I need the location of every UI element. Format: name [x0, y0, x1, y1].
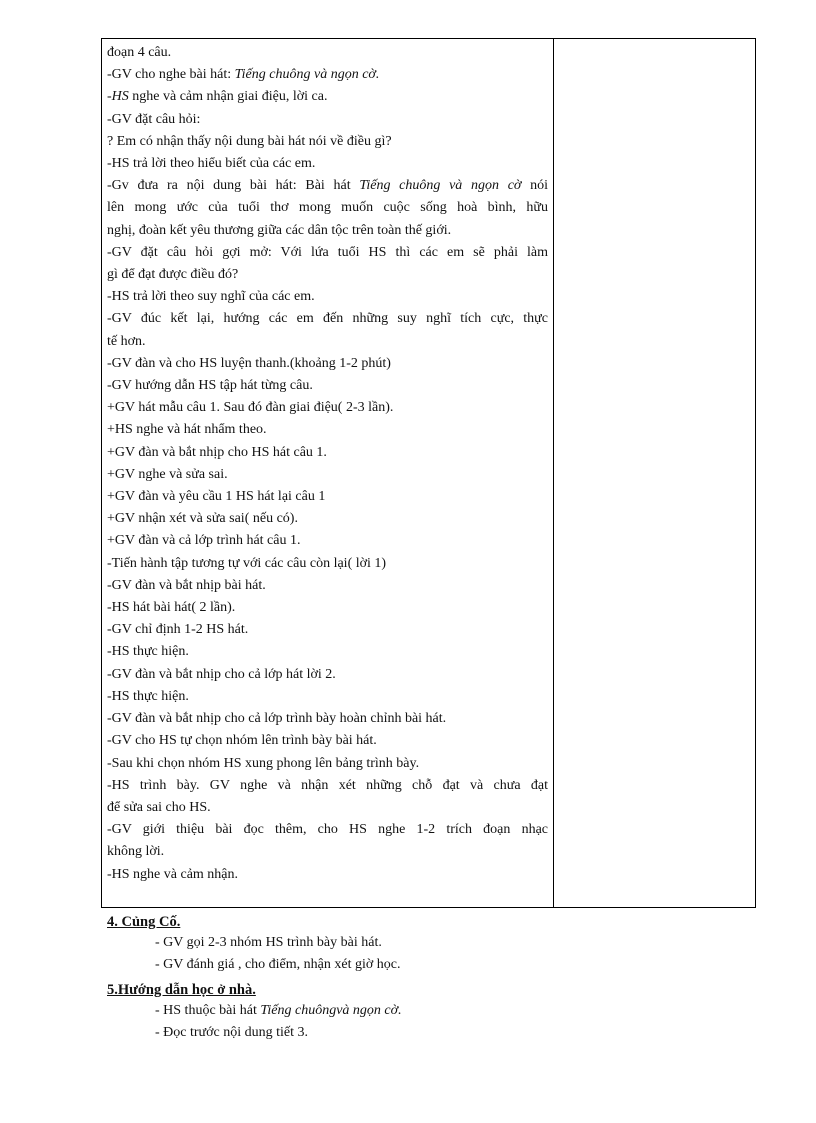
activity-line: -HS thực hiện. [107, 644, 189, 660]
activity-line: -HS trình bày. GV nghe và nhận xét những chỗ đạt và chưa đạt [107, 777, 548, 793]
activity-line: -HS nghe và cảm nhận. [107, 866, 239, 882]
italic-song-title: Tiếng chuông và ngọn cờ. [234, 67, 380, 83]
activity-line: để sửa sai cho HS. [107, 799, 211, 815]
activity-line: -GV hướng dẫn HS tập hát từng câu. [107, 378, 313, 394]
activity-line: +GV đàn và yêu cầu 1 HS hát lại câu 1 [107, 489, 326, 505]
activity-line [107, 175, 548, 197]
activity-line: -GV đàn và bắt nhịp cho cả lớp hát lời 2. [107, 666, 336, 682]
teacher-student-activities [107, 42, 548, 886]
activity-line: -GV đàn và cho HS luyện thanh.(khoảng 1-2 phút) [107, 355, 391, 371]
activity-line: +GV hát mẫu câu 1. Sau đó đàn giai điệu( 2-3 lần). [107, 400, 394, 416]
italic-song-title: Tiếng chuôngvà ngọn cờ. [260, 1003, 402, 1018]
activity-line: -GV cho HS tự chọn nhóm lên trình bày bài hát. [107, 733, 377, 749]
activity-line: không lời. [107, 844, 165, 860]
section-item [107, 1000, 727, 1022]
activity-line [107, 86, 548, 108]
activity-line: -HS hát bài hát( 2 lần). [107, 600, 236, 616]
section-spacer [107, 1044, 727, 1048]
text-run: - GV đánh giá , cho điểm, nhận xét giờ học. [155, 957, 401, 972]
table-column-divider [553, 39, 554, 907]
section-item [107, 1022, 727, 1044]
activity-line: -Sau khi chọn nhóm HS xung phong lên bảng trình bày. [107, 755, 420, 771]
italic-song-title: Tiếng chuông và ngọn cờ [359, 178, 522, 194]
text-run: -Gv đưa ra nội dung bài hát: Bài hát [107, 178, 360, 194]
text-run: nghe và cảm nhận giai điệu, lời ca. [128, 89, 328, 105]
activity-line: -GV đặt câu hỏi: [107, 111, 201, 127]
activity-line: +HS nghe và hát nhẩm theo. [107, 422, 267, 438]
activity-line: +GV nghe và sửa sai. [107, 466, 228, 482]
lesson-closing-sections [107, 912, 727, 1048]
section-heading: 4. Củng Cố. [107, 914, 181, 930]
activity-line: -GV chỉ định 1-2 HS hát. [107, 622, 249, 638]
activity-line: nghị, đoàn kết yêu thương giữa các dân tộc trên toàn thế giới. [107, 222, 452, 238]
activity-line: -GV đặt câu hỏi gợi mở: Với lứa tuổi HS thì các em sẽ phải làm [107, 244, 548, 260]
activity-line: +GV nhận xét và sửa sai( nếu có). [107, 511, 298, 527]
text-run: -GV cho nghe bài hát: [107, 67, 235, 83]
text-run: - GV gọi 2-3 nhóm HS trình bày bài hát. [155, 935, 382, 950]
italic-song-title: -HS [107, 89, 129, 105]
activity-line: -GV đúc kết lại, hướng các em đến những suy nghĩ tích cực, thực [107, 311, 548, 327]
activity-line: -GV đàn và bắt nhịp bài hát. [107, 577, 266, 593]
activity-line: -GV đàn và bắt nhịp cho cả lớp trình bày hoàn chỉnh bài hát. [107, 711, 447, 727]
activity-line: gì để đạt được điều đó? [107, 267, 239, 283]
activity-line: -HS thực hiện. [107, 688, 189, 704]
text-run: - Đọc trước nội dung tiết 3. [155, 1025, 309, 1040]
activity-line: -GV giới thiệu bài đọc thêm, cho HS nghe 1-2 trích đoạn nhạc [107, 822, 548, 838]
activity-line: lên mong ước của tuổi thơ mong muốn cuộc sống hoà bình, hữu [107, 200, 548, 216]
activity-line [107, 64, 548, 86]
activity-line: tế hơn. [107, 333, 146, 349]
activity-line: -HS trả lời theo suy nghĩ của các em. [107, 289, 315, 305]
section-item [107, 932, 727, 954]
text-run: nói [521, 178, 549, 194]
section-heading: 5.Hướng dẫn học ở nhà. [107, 982, 256, 998]
activity-line: -Tiến hành tập tương tự với các câu còn lại( lời 1) [107, 555, 387, 571]
text-run: - HS thuộc bài hát [155, 1003, 261, 1018]
activity-line: +GV đàn và cả lớp trình hát câu 1. [107, 533, 301, 549]
section-item [107, 954, 727, 976]
activity-line: +GV đàn và bắt nhịp cho HS hát câu 1. [107, 444, 327, 460]
activity-line: ? Em có nhận thấy nội dung bài hát nói về điều gì? [107, 133, 392, 149]
activity-line: -HS trả lời theo hiểu biết của các em. [107, 156, 316, 172]
lesson-activity-table [101, 38, 756, 908]
activity-line: đoạn 4 câu. [107, 45, 172, 60]
